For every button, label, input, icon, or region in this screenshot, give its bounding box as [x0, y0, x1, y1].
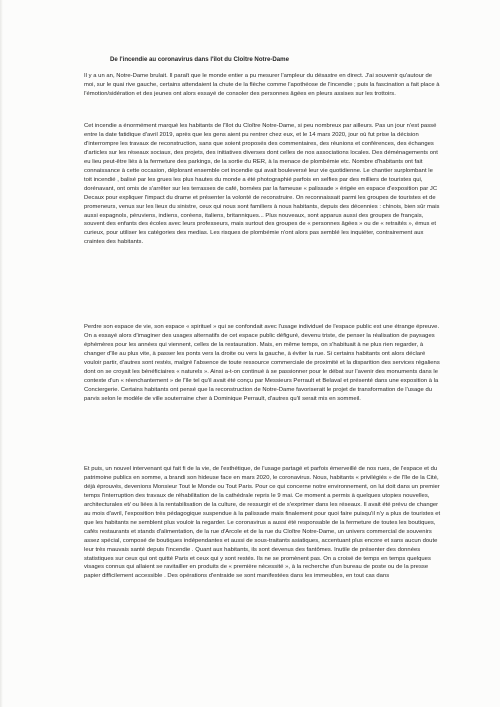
paragraph-intro: Il y a un an, Notre-Dame brulait. Il paraît que le monde entier a pu mesurer l'ampleur du désastre en direct. J'ai souvenir qu'autour de moi, sur le quai rive gauche, certains attendaient la chute de la flèche comme l'apothéose de l'incendie ; puis la fascination a fait place à l'émotion/sidération et des jeunes ont alors essayé de consoler des personnes âgées en pleurs assises sur les trottoirs. [84, 73, 440, 97]
document-title: De l'incendie au coronavirus dans l'îlot du Cloître Notre-Dame [110, 56, 289, 63]
paragraph-espace-de-vie: Perdre son espace de vie, son espace « spirituel » qui se confondait avec l'usage individuel de l'espace public est une étrange épreuve. On a essayé alors d'imaginer des usages alternatifs de cet espace public défiguré, devenu triste, de penser la réalisation de paysages éphémères pour les années qui viennent, celles de la restauration. Mais, en même temps, on s'habituait à ne plus rien regarder, à changer d'île au plus vite, à passer les ponts vers la droite ou vers la gauche, à éviter la rue. Si certains habitants ont alors déclaré vouloir partir, d'autres sont restés, malgré l'absence de toute ressource commerciale de proximité et la disparition des services régaliens dont on se croyait les bénéficiaires « naturels ». Ainsi a-t-on continué à se passionner pour le débat sur l'avenir des monuments dans le contexte d'un « réenchantement » de l'île tel qu'il avait été conçu par Messieurs Perrault et Belaval et présenté dans une exposition à la Conciergerie. Certains habitants ont pensé que la reconstruction de Notre-Dame favoriserait le projet de transformation de l'usage du parvis selon le modèle de ville souterraine cher à Dominique Perrault, d'autres qu'il serait mis en sommeil. [84, 324, 440, 402]
scan-edge [0, 0, 3, 707]
paragraph-coronavirus: Et puis, un nouvel intervenant qui fait fi de la vie, de l'esthétique, de l'usage partagé et parfois émerveillé de nos rues, de l'espace et du patrimoine publics en somme, a brandi son hideuse face en mars 2020, le coronavirus. Nous, habitants « privilégiés » de l'île de la Cité, déjà éprouvés, devenions Monsieur Tout le Monde ou Tout Paris. Pour ce qui concerne notre environnement, on lui doit dans un premier temps l'interruption des travaux de réhabilitation de la cathédrale repris le 9 mai. Ce moment a permis à quelques utopies nouvelles, architecturales et/ ou liées à la rentabilisation de la culture, de ressurgir et de s'exprimer dans les réseaux. Il avait été prévu de changer au mois d'avril, l'exposition très pédagogique suspendue à la palissade mais finalement pour quoi faire puisqu'il n'y a plus de touristes et que les habitants ne semblent plus vouloir la regarder. Le coronavirus a aussi été responsable de la fermeture de toutes les boutiques, cafés restaurants et stands d'alimentation, de la rue d'Arcole et de la rue du Cloître Notre-Dame, un univers commercial de souvenirs assez spécial, composé de boutiques indépendantes et aussi de sous-traitants asiatiques, accentuant plus encore et sans aucun doute leur très mauvais santé depuis l'incendie . Quant aux habitants, ils sont devenus des fantômes. Inutile de présenter des données statistiques sur ceux qui ont quitté Paris et ceux qui y sont restés. Ils ne se promènent pas. On a croisé de temps en temps quelques visages connus qui allaient se ravitailler en produits de « première nécessité », à la recherche d'un bureau de poste ou de la presse papier difficilement accessible . Des opérations d'entraide se sont manifestées dans les immeubles, en tout cas dans [84, 466, 441, 580]
paragraph-incendie: Cet incendie a énormément marqué les habitants de l'îlot du Cloître Notre-Dame, si peu nombreux par ailleurs. Pas un jour n'est passé entre la date fatidique d'avril 2019, après que les gens aient pu rentrer chez eux, et le 14 mars 2020, jour où fut prise la décision d'interrompre les travaux de reconstruction, sans que soient proposés des commentaires, des réunions et conférences, des échanges d'articles sur les réseaux sociaux, des projets, des initiatives diverses dont celles de nos associations locales. Des déménagements ont eu lieu peut-être liés à la fermeture des parkings, de la sortie du RER, à la menace de plombémie etc. Nombre d'habitants ont fait connaissance à cette occasion, déplorant ensemble cet incendie qui avait bouleversé leur vie quotidienne. Le chantier surplombant le toit incendié , balisé par les grues les plus hautes du monde a été photographié parfois en selfies par des milliers de touristes qui, dorénavant, ont omis de s'arrêter sur les terrasses de café, bornées par la fameuse « palissade » érigée en espace d'exposition par JC Decaux pour expliquer l'impact du drame et présenter la volonté de reconstruire. On reconnaissait parmi les groupes de touristes et de promeneurs, venus sur les lieux du sinistre, ceux qui nous sont familiers à nous habitants, depuis des décennies : chinois, bien sûr mais aussi espagnols, péruviens, indiens, coréens, italiens, britanniques... Plus nouveaux, sont apparus aussi des groupes de français, souvent des enfants des écoles avec leurs professeurs, mais surtout des groupes de « personnes âgées » ou de « retraités », émus et curieux, pour utiliser les catégories des medias. Les risques de plombémie n'ont alors pas semblé les inquiéter, contrairement aux craintes des habitants. [84, 123, 440, 246]
